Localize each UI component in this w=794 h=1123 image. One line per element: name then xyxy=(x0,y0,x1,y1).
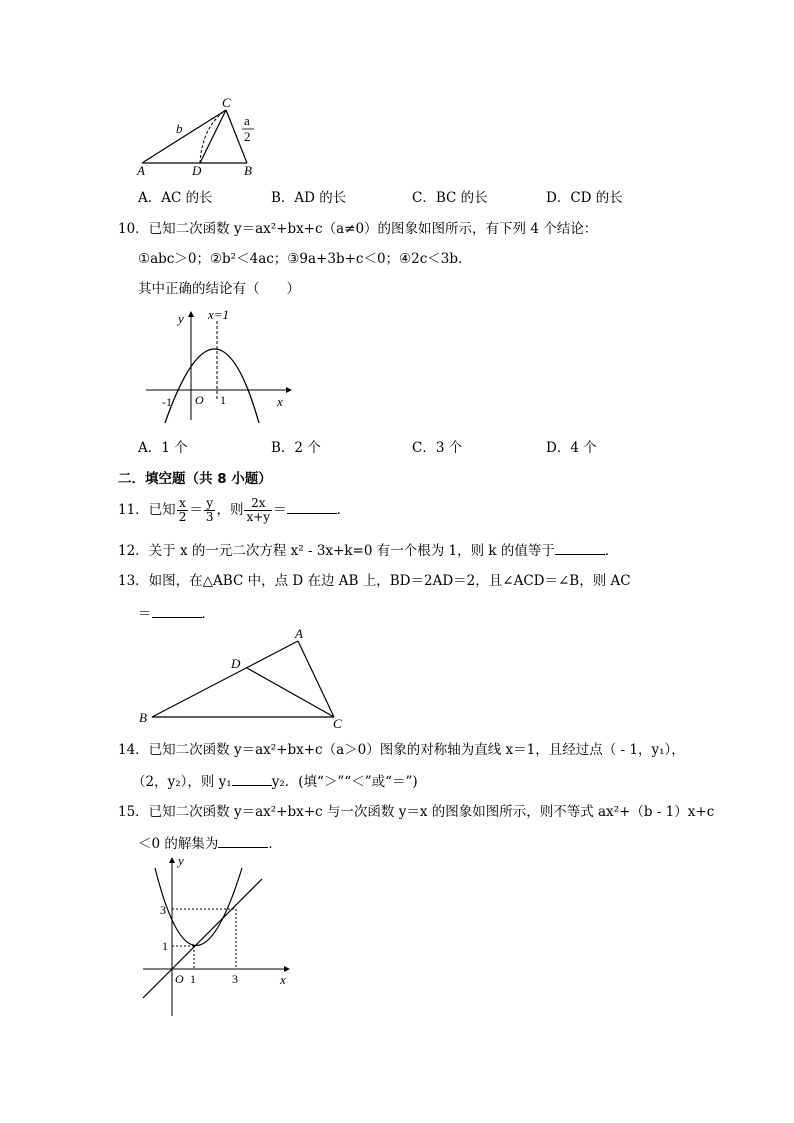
q11-frac1 xyxy=(177,497,189,524)
fig10-x-label: x xyxy=(277,394,283,409)
q11-frac2-num: y xyxy=(204,497,216,511)
q10-conclusions: ①abc＞0；②b²＜4ac；③9a+3b+c＜0；④2c＜3b． xyxy=(138,251,472,267)
fig15-origin-label: O xyxy=(175,972,184,986)
fig13-label-D: D xyxy=(231,656,241,671)
q10-option-c[interactable]: C．3 个 xyxy=(412,440,463,456)
q12-answer-blank[interactable] xyxy=(555,540,605,555)
q11-prefix: 11．已知 xyxy=(118,502,176,518)
q13-answer-blank[interactable] xyxy=(152,603,202,618)
q14-line2-b: y₂．(填“＞”“＜”或“＝”) xyxy=(271,774,418,790)
q14-answer-blank[interactable] xyxy=(232,771,272,786)
q11-eq: ＝ xyxy=(189,502,203,518)
fig9-label-A: A xyxy=(137,163,145,178)
q11-suffix: ＝ xyxy=(273,502,287,518)
fig15-3x-label: 3 xyxy=(232,972,238,986)
fig13-label-B: B xyxy=(139,710,147,725)
q11-mid: ，则 xyxy=(216,502,244,518)
q15-line1: 15．已知二次函数 y＝ax²+bx+c 与一次函数 y＝x 的图象如图所示，则不等式 ax²+（b - 1）x+c xyxy=(118,804,715,820)
q15-line2: ＜0 的解集为 ． xyxy=(138,833,282,853)
q9-option-c[interactable]: C．BC 的长 xyxy=(412,190,488,206)
fig15-y-label: y xyxy=(178,853,184,868)
q12-line: 12．关于 x 的一元二次方程 x² - 3x+k=0 有一个根为 1，则 k 的值等于 ． xyxy=(118,540,618,560)
q10-parabola-figure xyxy=(138,305,298,430)
q10-question: 其中正确的结论有（ ） xyxy=(138,281,300,297)
fig13-label-A: A xyxy=(295,626,303,641)
q11-answer-blank[interactable] xyxy=(287,499,337,514)
q15-graph-figure xyxy=(138,853,298,1018)
q9-triangle-figure xyxy=(130,95,270,180)
q11-frac2-den: 3 xyxy=(205,510,214,524)
q11-frac3-num: 2x xyxy=(244,497,272,511)
fig10-axis-label: x=1 xyxy=(208,307,230,322)
fig15-3y-label: 3 xyxy=(160,903,166,917)
fig15-1x-label: 1 xyxy=(190,972,196,986)
q14-line2 xyxy=(132,771,418,791)
q11-frac2 xyxy=(204,497,216,524)
q13-triangle-figure xyxy=(135,625,350,733)
q9-option-d[interactable]: D．CD 的长 xyxy=(546,190,623,206)
q11-frac3 xyxy=(244,497,272,524)
q11-frac3-den: x+y xyxy=(246,510,271,524)
q12-text: 12．关于 x 的一元二次方程 x² - 3x+k=0 有一个根为 1，则 k 的值等于 xyxy=(118,543,555,559)
fig9-label-c: C xyxy=(222,95,231,110)
fig9-label-D: D xyxy=(192,163,202,178)
q9-option-a[interactable]: A．AC 的长 xyxy=(138,190,213,206)
q9-option-b[interactable]: B．AD 的长 xyxy=(271,190,347,206)
section2-title: 二．填空题（共 8 小题） xyxy=(118,471,272,487)
fig10-y-label: y xyxy=(178,311,184,326)
q10-option-d[interactable]: D．4 个 xyxy=(546,440,597,456)
fig13-label-C: C xyxy=(333,716,342,731)
fig10-origin-label: O xyxy=(195,393,204,407)
fig9-label-b: b xyxy=(176,121,183,136)
q15-line2-text: ＜0 的解集为 xyxy=(138,836,219,852)
q10-stem: 10．已知二次函数 y＝ax²+bx+c（a≠0）的图象如图所示，有下列 4 个结论： xyxy=(118,221,598,237)
q10-option-a[interactable]: A．1 个 xyxy=(138,440,188,456)
fig15-x-label: x xyxy=(280,972,286,987)
fig10-one-label: 1 xyxy=(220,393,226,407)
q14-line2-a: （2，y₂），则 y₁ xyxy=(132,774,232,790)
fig15-1y-label: 1 xyxy=(162,939,168,953)
q11-frac1-den: 2 xyxy=(178,510,187,524)
q13-line2: ＝ ． xyxy=(138,603,215,623)
q13-line1: 13．如图，在△ABC 中，点 D 在边 AB 上，BD＝2AD＝2，且∠ACD＝∠B，则 AC xyxy=(118,573,631,589)
q10-option-b[interactable]: B．2 个 xyxy=(271,440,321,456)
q11-line: 11．已知 $\frac{x}{2}$ ＝ $\frac{y}{3}$ ，则 $\frac{2x}{x+y}$ ＝ ． xyxy=(118,496,351,524)
q13-eq: ＝ xyxy=(138,606,152,622)
fig10-neg1-label: -1 xyxy=(162,395,172,409)
fig9-label-B: B xyxy=(244,163,252,178)
q15-answer-blank[interactable] xyxy=(218,833,268,848)
q14-line1: 14．已知二次函数 y＝ax²+bx+c（a＞0）图象的对称轴为直线 x＝1，且经过点（ - 1，y₁）， xyxy=(118,742,685,758)
fig9-label-a-den: 2 xyxy=(244,129,251,144)
fig9-label-a-num: a xyxy=(244,113,250,128)
q11-frac1-num: x xyxy=(177,497,189,511)
